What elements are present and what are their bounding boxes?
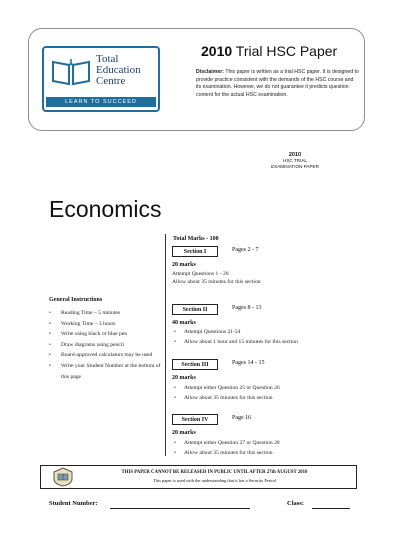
list-item: • Write your Student Number at the bottom of this page xyxy=(49,362,161,380)
section-2-line: • Attempt Questions 21-24 xyxy=(174,328,241,336)
total-education-centre-logo xyxy=(42,46,160,112)
general-instructions-title: General Instructions xyxy=(49,297,103,303)
bullet-icon: • xyxy=(49,362,51,369)
section-1-label: Section I xyxy=(172,246,218,257)
logo-name: Total Education Centre xyxy=(96,53,141,87)
general-instructions-list xyxy=(49,308,164,382)
total-marks: Total Marks - 100 xyxy=(173,236,219,242)
section-2-marks: 40 marks xyxy=(172,320,196,326)
release-notice xyxy=(40,465,357,489)
section-2-line: • Allow about 1 hour and 15 minutes for this section xyxy=(174,338,298,346)
section-1-marks: 20 marks xyxy=(172,262,196,268)
section-4-line: • Allow about 35 minutes for this section xyxy=(174,449,273,457)
section-3-line: • Attempt either Question 25 or Question 26 xyxy=(174,384,280,392)
list-item: • Draw diagrams using pencil xyxy=(49,340,164,351)
section-3-label: Section III xyxy=(172,359,218,370)
open-book-icon xyxy=(51,56,91,88)
section-2-pages: Pages 8 - 13 xyxy=(232,305,262,311)
header-banner xyxy=(28,28,365,131)
class-field[interactable] xyxy=(312,508,350,509)
list-item: • Board-approved calculators may be used xyxy=(49,350,164,361)
section-3-marks: 20 marks xyxy=(172,375,196,381)
section-4-label: Section IV xyxy=(172,414,218,425)
section-1-line: Attempt Questions 1 - 20 xyxy=(172,271,229,277)
exam-info: 2010 HSC TRIAL EXAMINATION PAPER xyxy=(271,152,319,169)
logo-tagline: LEARN TO SUCCEED xyxy=(46,97,156,107)
student-number-field[interactable] xyxy=(110,508,250,509)
student-number-label: Student Number: xyxy=(49,500,98,507)
list-item: • Write using black or blue pen xyxy=(49,329,164,340)
section-2-label: Section II xyxy=(172,304,218,315)
section-3-pages: Pages 14 - 15 xyxy=(232,360,265,366)
notice-line-2: This paper is used with the understanding that it has a Security Period xyxy=(153,478,276,483)
section-1-line: Allow about 35 minutes for this section xyxy=(172,279,261,285)
section-4-marks: 20 marks xyxy=(172,430,196,436)
list-item: • Working Time – 3 hours xyxy=(49,319,164,330)
section-1-pages: Pages 2 - 7 xyxy=(232,247,259,253)
bullet-icon: • xyxy=(49,352,51,359)
paper-title: 2010 Trial HSC Paper xyxy=(201,43,338,59)
bullet-icon: • xyxy=(49,310,51,316)
class-label: Class: xyxy=(287,500,304,507)
subject-title: Economics xyxy=(49,196,162,222)
notice-line-1: THIS PAPER CANNOT BE RELEASED IN PUBLIC UNTIL AFTER 27th AUGUST 2010 xyxy=(121,470,308,475)
bullet-icon: • xyxy=(49,341,51,348)
list-item: • Reading Time – 5 minutes xyxy=(49,308,164,319)
bullet-icon: • xyxy=(49,320,51,327)
section-4-line: • Attempt either Question 27 or Question 28 xyxy=(174,439,280,447)
section-3-line: • Allow about 35 minutes for this section xyxy=(174,394,273,402)
section-4-pages: Page 16 xyxy=(232,415,252,421)
bullet-icon: • xyxy=(49,331,51,338)
column-divider xyxy=(165,234,166,456)
disclaimer: Disclaimer: This paper is written as a trial HSC paper. It is designed to provide practice consistent with the demands of the HSC course and its examination. However, we do not guarantee it predicts question content for the actual HSC examination. xyxy=(196,69,359,98)
